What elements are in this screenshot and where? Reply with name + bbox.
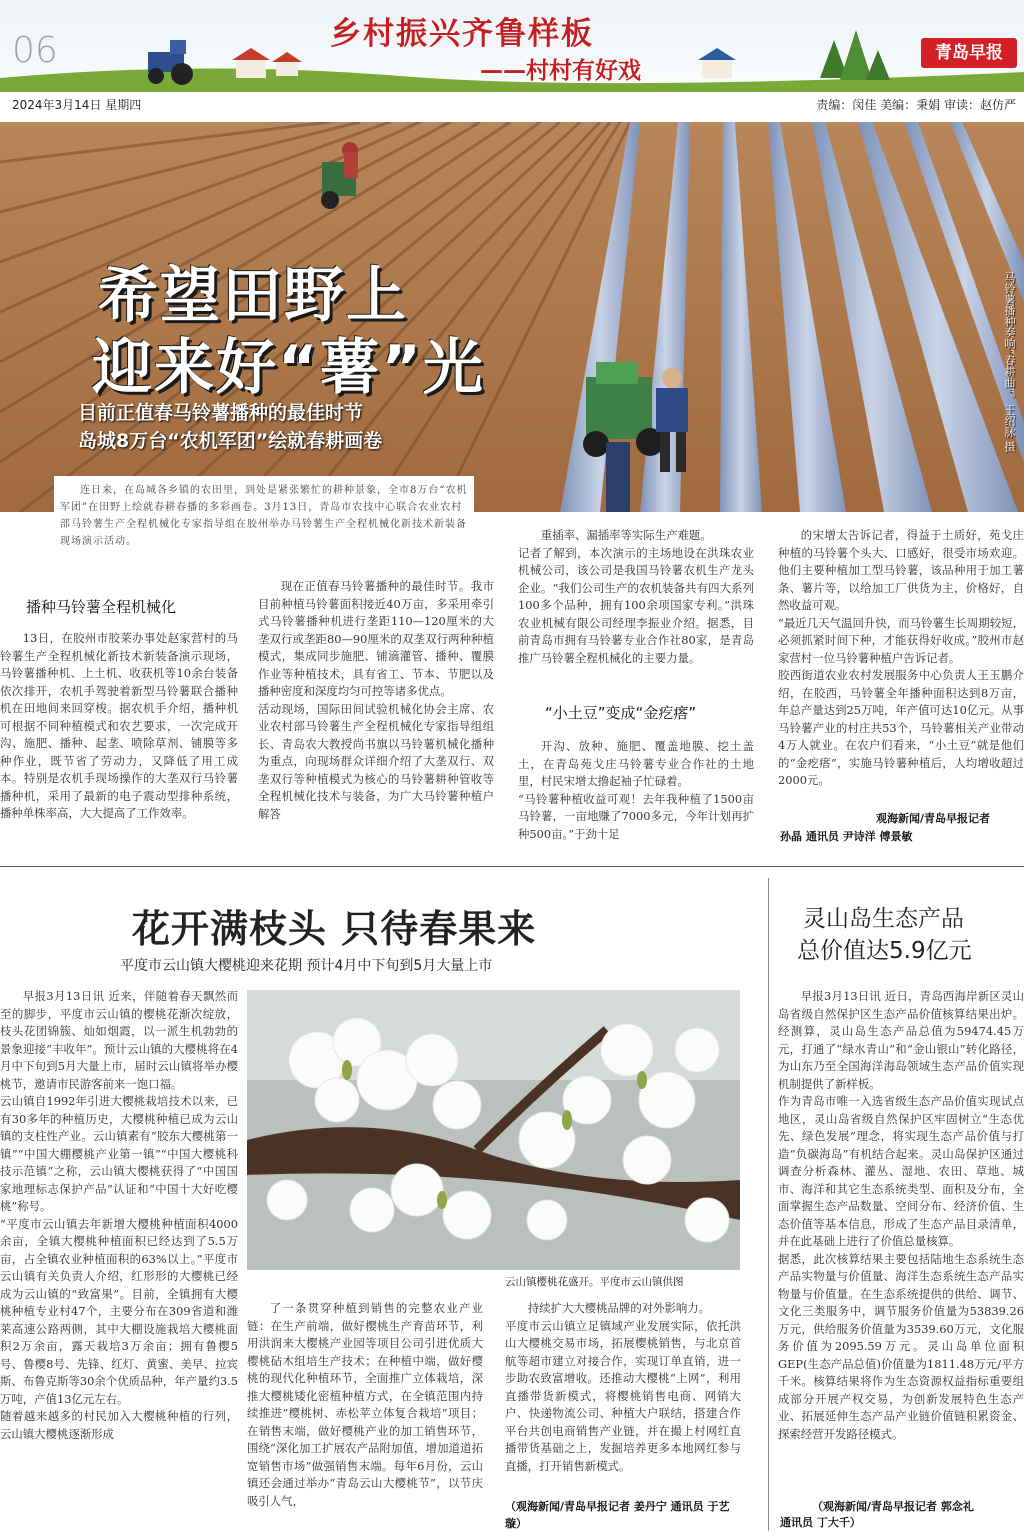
article3-body: 早报3月13日讯 近日，青岛西海岸新区灵山岛省级自然保护区生态产品价值核算结果出炉。经测算，灵山岛生态产品总值为59474.45万元，打通了“绿水青山”和“金山银山”转化路径，为山东乃至全国海洋海岛领域生态产品价值实现机制提供了新样板。 作为青岛市唯一入选省级生态产品价值实现试点地区，灵山岛省级自然保护区牢固树立“生态优先、绿色发展”理念，将实现生态产品价值与打造“负碳海岛”有机结合起来。灵山岛保护区通过调查分析森林、灌丛、湿地、农田、草地、城市、海洋和其它生态系统类型、面积及分布，全面掌握生态产品数量、空间分布、经济价值、生态价值等基本信息，形成了生态产品目录清单，并在此基础上进行了价值总量核算。 据悉，此次核算结果主要包括陆地生态系统生态产品实物量与价值量、海洋生态系统生态产品实物量与价值量。在生态系统提供的供给、调节、文化三类服务中，调节服务价值量为53839.26万元，供给服务价值量为3539.60万元，文化服务价值为2095.59万元。灵山岛单位面积GEP(生态产品总值)价值量为1811.48万元/平方千米。核算结果将作为生态资源权益指标重要组成部分开展产权交易，为创新发展特色生态产业、拓展延伸生态产品产业链价值链积累资金、探索经营开发路径模式。 [778, 989, 1024, 1441]
editor-credits: 责编：闵佳 美编：秉娟 审读：赵仿严 [816, 98, 1016, 112]
article2-column2: 了一条贯穿种植到销售的完整农业产业链：在生产前端，做好樱桃生产育苗环节，利用洪润来大樱桃产业园等项目公司引进优质大樱桃砧木组培生产技术；在种植中端，做好樱桃的现代化种植环节，全面推广立体栽培，深推大樱桃矮化密植种植方式，在全镇范围内持续推进“樱桃树、赤松苹立体复合栽培”项目；在销售末端，做好樱桃产业的加工销售环节，围绕“深化加工扩展农产品附加值，增加道道拓宽销售市场”做强销售末端。每年6月份，云山镇还会通过举办“青岛云山大樱桃节”，以节庆吸引人气， [247, 1301, 483, 1508]
headline-subtitle2: 岛城8万台“农机军团”绘就春耕画卷 [78, 430, 383, 452]
headline-line2: 迎来好“薯”光 [92, 333, 485, 403]
section-heading-mechanization: 播种马铃薯全程机械化 [26, 598, 177, 616]
article1-byline-b: 孙晶 通讯员 尹诗洋 傅景敏 [780, 830, 913, 843]
article2-column3: 持续扩大大樱桃品牌的对外影响力。 平度市云山镇立足镇域产业发展实际，依托洪山大樱桃交易市场，拓展樱桃销售，与北京首航等超市建立对接合作，实现订单直销，进一步助农致富增收。还推动大樱桃“上网”，利用直播带货新模式，将樱桃销售电商、网销大户、快递物流公司、种植大户联结，搭建合作平台共创电商销售产业链，并在撮上村网红直播带货基础之上，发掘培养更多本地网红参与直播，打开销售新模式。 [505, 1301, 741, 1473]
headline-subtitle1: 目前正值春马铃薯播种的最佳时节 [78, 402, 364, 424]
cherry-photo-caption: 云山镇樱桃花盛开。平度市云山镇供图 [505, 1276, 684, 1288]
page-number: 06 [12, 30, 58, 71]
article1-column1: 13日，在胶州市胶莱办事处赵家营村的马铃薯生产全程机械化新技术新装备演示现场，马铃薯播种机、上土机、收获机等10余台装备依次排开，农机手驾驶着新型马铃薯联合播种机在田地间来回穿梭。据农机手介绍，播种机可根据不同种植模式和农艺要求，一次完成开沟、施肥、播种、起垄、喷除草剂、铺膜等多种作业，既节省了劳动力，又降低了用工成本。特别是农机手现场操作的大垄双行马铃薯播种机，采用了最新的电子震动型排种系统，播种单株率高，大大提高了工作效率。 [0, 631, 238, 820]
lingshan-headline-line2: 总价值达5.9亿元 [797, 938, 972, 964]
article1-column4: 的宋增太告诉记者，得益于土质好，苑戈庄种植的马铃薯个头大、口感好，很受市场欢迎。他们主要种植加工型马铃薯，该品种用于加工薯条、薯片等，以给加工厂供货为主，价格好，自然收益可观。 “最近几天气温回升快，而马铃薯生长周期较短，必须抓紧时间下种，才能获得好收成。”胶州市赵家营村一位马铃薯种植户告诉记者。 胶西街道农业农村发展服务中心负责人王玉鹏介绍，在胶西，马铃薯全年播种面积达到8万亩，年总产量达到25万吨，年产值可达10亿元。从事马铃薯产业的村庄共53个，马铃薯相关产业带动4万人就业。在农户们看来，“小土豆”就是他们的“金疙瘩”，实施马铃薯种植后，人均增收超过2000元。 [778, 528, 1024, 787]
section-heading-golden-potato: “小土豆”变成“金疙瘩” [545, 704, 697, 722]
issue-date: 2024年3月14日 星期四 [12, 98, 142, 112]
cherry-headline: 花开满枝头 只待春果来 [132, 907, 537, 951]
headline-line1: 希望田野上 [98, 261, 408, 331]
lingshan-headline-line1: 灵山岛生态产品 [803, 906, 964, 932]
banner-title: 乡村振兴齐鲁样板 [330, 16, 594, 52]
article-lead: 连日来，在岛城各乡镇的农田里，到处是紧张繁忙的耕种景象，全市8万台“农机军团”在田野上绘就春耕春播的多彩画卷。3月13日，青岛市农技中心联合农业农村部马铃薯生产全程机械化专家指导组在胶州举办马铃薯生产全程机械化新技术新装备现场演示活动。 [54, 476, 474, 556]
cherry-subheadline: 平度市云山镇大樱桃迎来花期 预计4月中下旬到5月大量上市 [120, 958, 493, 974]
article1-column3a: 重插率、漏插率等实际生产难题。 记者了解到，本次演示的主场地设在洪珠农业机械公司，该公司是我国马铃薯农机生产龙头企业。“我们公司生产的农机装备共有四大系列100多个品种，拥有100余项国家专利。”洪珠农业机械有限公司经理李振业介绍。据悉，目前青岛市拥有马铃薯专业合作社80家，是青岛推广马铃薯全程机械化的主要力量。 [518, 528, 754, 665]
article1-byline-a: 观海新闻/青岛早报记者 [876, 812, 991, 825]
article3-byline-b: 通讯员 丁大千） [780, 1516, 861, 1529]
photo-credit: 马铃薯播种奏响“春耕曲”。王绍脉 摄 [1003, 272, 1016, 452]
article3-byline-a: （观海新闻/青岛早报记者 郭念礼 [812, 1500, 974, 1513]
article2-column1: 早报3月13日讯 近来，伴随着春天飘然而至的脚步，平度市云山镇的樱桃花渐次绽放，枝头花团锦簇、灿如烟霞，以一派生机勃勃的景象迎接“丰收年”。预计云山镇的大樱桃将在4月中下旬到5月大量上市，届时云山镇将举办樱桃节，邀请市民游客前来一饱口福。 云山镇自1992年引进大樱桃栽培技术以来，已有30多年的种植历史，大樱桃种植已成为云山镇的支柱性产业。云山镇素有“胶东大樱桃第一镇”“中国大棚樱桃产业第一镇”“中国大樱桃科技示范镇”之称，云山镇大樱桃获得了“中国国家地理标志保护产品”认证和“中国十大好吃樱桃”称号。 “平度市云山镇去年新增大樱桃种植面积4000余亩，全镇大樱桃种植面积已经达到了5.5万亩，占全镇农业种植面积的63%以上。”平度市云山镇有关负责人介绍，红形形的大樱桃已经成为云山镇的“致富果”。目前，全镇拥有大樱桃种植专业村47个，主要分布在309省道和潍莱高速公路两侧，其中大棚设施栽培大樱桃面积2万余亩，露天栽培3万余亩；拥有鲁樱5号、鲁樱8号、先锋、红灯、黄蜜、美早、拉宾斯、布鲁克斯等30余个优质品种，年产量约3.5万吨，产值13亿元左右。 随着越来越多的村民加入大樱桃种植的行列，云山镇大樱桃逐渐形成 [0, 989, 238, 1441]
trees-illustration [820, 30, 890, 80]
article2-byline: （观海新闻/青岛早报记者 姜丹宁 通讯员 于艺璇） [505, 1500, 730, 1530]
banner-subtitle: ——村村有好戏 [480, 58, 641, 84]
section-divider [0, 866, 1024, 867]
article1-column2: 现在正值春马铃薯播种的最佳时节。我市目前种植马铃薯面积接近40万亩，多采用牵引式马铃薯播种机进行垄距110—120厘米的大垄双行或垄距80—90厘米的双垄双行两种种植模式，集成同步施肥、铺滴灌管、播种、覆膜作业等种植技术，具有省工、节本、节肥以及播种密度和深度均匀可控等诸多优点。 活动现场，国际田间试验机械化协会主席、农业农村部马铃薯生产全程机械化专家指导组组长、青岛农大教授尚书旗以马铃薯机械化播种为重点，向现场群众详细介绍了大垄双行、双垄双行等种植模式为核心的马铃薯耕种管收等全程机械化技术与装备，为广大马铃薯种植户解答 [258, 579, 494, 821]
article1-column3b: 开沟、放种、施肥、覆盖地膜、挖土盖土，在青岛苑戈庄马铃薯专业合作社的土地里，村民宋增太撸起袖子忙碌着。 “马铃薯种植收益可观！去年我种植了1500亩马铃薯，一亩地赚了7000多元，今年计划再扩种500亩。”于劲十足 [518, 739, 754, 841]
blossom-image [247, 990, 740, 1270]
cherry-blossom-photo [247, 990, 740, 1270]
page-header [0, 0, 1024, 92]
column-divider [768, 878, 769, 1531]
newspaper-logo: 青岛早报 [921, 38, 1017, 68]
